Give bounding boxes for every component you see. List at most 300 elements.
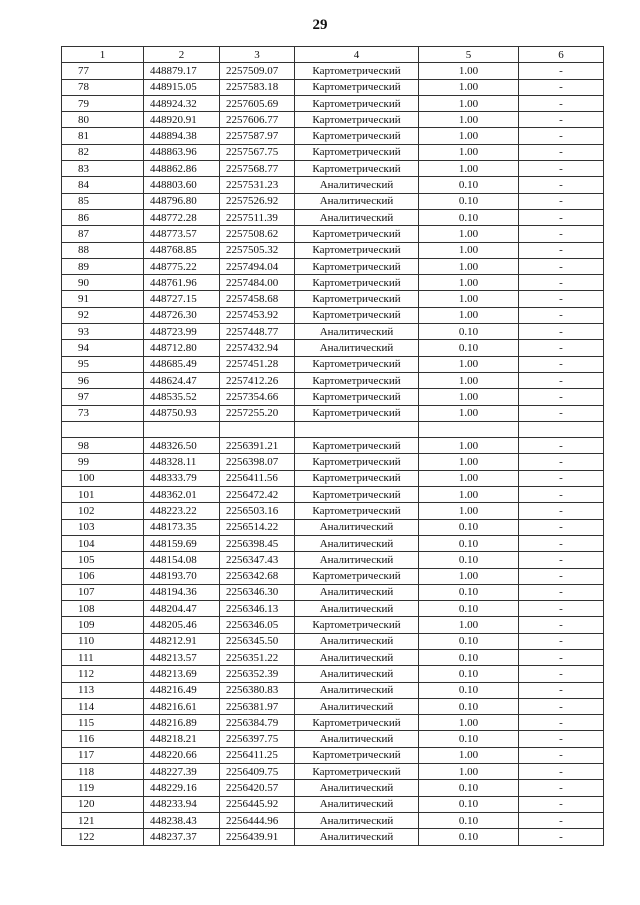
method-cell: Аналитический [295, 682, 419, 698]
accuracy-cell: 1.00 [419, 405, 519, 421]
method-cell: Аналитический [295, 584, 419, 600]
table-row [62, 747, 604, 763]
y-coordinate-cell: 2256411.25 [220, 747, 295, 763]
method-cell: Картометрический [295, 79, 419, 95]
x-coordinate-cell: 448624.47 [144, 372, 220, 388]
y-coordinate-cell: 2257432.94 [220, 340, 295, 356]
point-number-cell: 120 [62, 796, 144, 812]
x-coordinate-cell: 448803.60 [144, 177, 220, 193]
note-cell [519, 421, 604, 437]
point-number-cell: 91 [62, 291, 144, 307]
point-number-cell: 110 [62, 633, 144, 649]
method-cell: Аналитический [295, 177, 419, 193]
note-cell: - [519, 242, 604, 258]
accuracy-cell [419, 421, 519, 437]
accuracy-cell: 1.00 [419, 79, 519, 95]
table-row [62, 829, 604, 845]
note-cell: - [519, 356, 604, 372]
y-coordinate-cell: 2256397.75 [220, 731, 295, 747]
method-cell: Картометрический [295, 112, 419, 128]
y-coordinate-cell: 2256347.43 [220, 552, 295, 568]
point-number-cell: 78 [62, 79, 144, 95]
x-coordinate-cell: 448194.36 [144, 584, 220, 600]
method-cell: Картометрический [295, 438, 419, 454]
note-cell: - [519, 698, 604, 714]
point-number-cell: 122 [62, 829, 144, 845]
method-cell: Аналитический [295, 796, 419, 812]
note-cell: - [519, 584, 604, 600]
method-cell: Картометрический [295, 470, 419, 486]
y-coordinate-cell: 2256346.30 [220, 584, 295, 600]
table-body [62, 63, 604, 845]
table-row [62, 144, 604, 160]
accuracy-cell: 0.10 [419, 812, 519, 828]
method-cell: Картометрический [295, 161, 419, 177]
point-number-cell: 94 [62, 340, 144, 356]
point-number-cell: 81 [62, 128, 144, 144]
coordinates-table [61, 46, 604, 846]
accuracy-cell: 0.10 [419, 340, 519, 356]
method-cell: Картометрический [295, 226, 419, 242]
x-coordinate-cell: 448894.38 [144, 128, 220, 144]
table-row [62, 324, 604, 340]
accuracy-cell: 1.00 [419, 144, 519, 160]
x-coordinate-cell: 448216.61 [144, 698, 220, 714]
accuracy-cell: 1.00 [419, 568, 519, 584]
table-row [62, 95, 604, 111]
note-cell: - [519, 405, 604, 421]
note-cell: - [519, 389, 604, 405]
table-row [62, 649, 604, 665]
table-row [62, 340, 604, 356]
note-cell: - [519, 796, 604, 812]
x-coordinate-cell: 448220.66 [144, 747, 220, 763]
table-row [62, 487, 604, 503]
table-row [62, 617, 604, 633]
accuracy-cell: 0.10 [419, 698, 519, 714]
point-number-cell: 99 [62, 454, 144, 470]
method-cell: Аналитический [295, 193, 419, 209]
point-number-cell: 77 [62, 63, 144, 79]
method-cell: Картометрический [295, 307, 419, 323]
point-number-cell: 80 [62, 112, 144, 128]
method-cell: Аналитический [295, 519, 419, 535]
y-coordinate-cell: 2256445.92 [220, 796, 295, 812]
x-coordinate-cell: 448796.80 [144, 193, 220, 209]
y-coordinate-cell: 2256398.45 [220, 535, 295, 551]
accuracy-cell: 0.10 [419, 193, 519, 209]
x-coordinate-cell: 448205.46 [144, 617, 220, 633]
point-number-cell: 82 [62, 144, 144, 160]
method-cell: Картометрический [295, 405, 419, 421]
table-row [62, 258, 604, 274]
x-coordinate-cell: 448723.99 [144, 324, 220, 340]
table-row [62, 372, 604, 388]
y-coordinate-cell: 2257458.68 [220, 291, 295, 307]
note-cell: - [519, 715, 604, 731]
y-coordinate-cell: 2257354.66 [220, 389, 295, 405]
column-header-4: 4 [295, 47, 419, 63]
note-cell: - [519, 307, 604, 323]
point-number-cell: 107 [62, 584, 144, 600]
y-coordinate-cell: 2256439.91 [220, 829, 295, 845]
accuracy-cell: 0.10 [419, 601, 519, 617]
column-header-2: 2 [144, 47, 220, 63]
table-row [62, 519, 604, 535]
point-number-cell: 84 [62, 177, 144, 193]
accuracy-cell: 0.10 [419, 649, 519, 665]
accuracy-cell: 0.10 [419, 731, 519, 747]
y-coordinate-cell: 2256342.68 [220, 568, 295, 584]
y-coordinate-cell: 2256472.42 [220, 487, 295, 503]
x-coordinate-cell: 448915.05 [144, 79, 220, 95]
accuracy-cell: 1.00 [419, 242, 519, 258]
accuracy-cell: 0.10 [419, 666, 519, 682]
x-coordinate-cell: 448862.86 [144, 161, 220, 177]
y-coordinate-cell: 2256420.57 [220, 780, 295, 796]
point-number-cell: 104 [62, 535, 144, 551]
method-cell: Картометрический [295, 258, 419, 274]
accuracy-cell: 1.00 [419, 63, 519, 79]
table-row [62, 535, 604, 551]
x-coordinate-cell: 448218.21 [144, 731, 220, 747]
table-row [62, 584, 604, 600]
note-cell: - [519, 324, 604, 340]
point-number-cell: 112 [62, 666, 144, 682]
table-row [62, 698, 604, 714]
y-coordinate-cell: 2257494.04 [220, 258, 295, 274]
accuracy-cell: 0.10 [419, 633, 519, 649]
method-cell: Картометрический [295, 63, 419, 79]
table-row [62, 470, 604, 486]
accuracy-cell: 1.00 [419, 128, 519, 144]
method-cell: Аналитический [295, 829, 419, 845]
note-cell: - [519, 209, 604, 225]
y-coordinate-cell: 2256380.83 [220, 682, 295, 698]
method-cell: Аналитический [295, 633, 419, 649]
table-row [62, 63, 604, 79]
page-number: 29 [312, 17, 328, 33]
x-coordinate-cell: 448535.52 [144, 389, 220, 405]
x-coordinate-cell: 448154.08 [144, 552, 220, 568]
accuracy-cell: 0.10 [419, 780, 519, 796]
method-cell: Картометрический [295, 487, 419, 503]
point-number-cell: 96 [62, 372, 144, 388]
x-coordinate-cell: 448237.37 [144, 829, 220, 845]
x-coordinate-cell: 448863.96 [144, 144, 220, 160]
y-coordinate-cell: 2256346.05 [220, 617, 295, 633]
note-cell: - [519, 633, 604, 649]
y-coordinate-cell: 2256345.50 [220, 633, 295, 649]
point-number-cell: 118 [62, 764, 144, 780]
y-coordinate-cell: 2257255.20 [220, 405, 295, 421]
note-cell: - [519, 568, 604, 584]
note-cell: - [519, 95, 604, 111]
table-row [62, 503, 604, 519]
y-coordinate-cell: 2256503.16 [220, 503, 295, 519]
table-row [62, 421, 604, 437]
note-cell: - [519, 438, 604, 454]
y-coordinate-cell: 2256514.22 [220, 519, 295, 535]
table-row [62, 193, 604, 209]
table-header-row [62, 47, 604, 63]
column-header-6: 6 [519, 47, 604, 63]
table-row [62, 161, 604, 177]
point-number-cell: 92 [62, 307, 144, 323]
accuracy-cell: 1.00 [419, 161, 519, 177]
table-row [62, 715, 604, 731]
point-number-cell: 73 [62, 405, 144, 421]
note-cell: - [519, 519, 604, 535]
point-number-cell: 117 [62, 747, 144, 763]
y-coordinate-cell: 2256444.96 [220, 812, 295, 828]
table-row [62, 177, 604, 193]
y-coordinate-cell: 2256381.97 [220, 698, 295, 714]
note-cell: - [519, 535, 604, 551]
method-cell: Аналитический [295, 780, 419, 796]
x-coordinate-cell: 448712.80 [144, 340, 220, 356]
point-number-cell: 111 [62, 649, 144, 665]
y-coordinate-cell: 2257412.26 [220, 372, 295, 388]
y-coordinate-cell: 2257567.75 [220, 144, 295, 160]
y-coordinate-cell: 2257505.32 [220, 242, 295, 258]
table-row [62, 307, 604, 323]
table-row [62, 275, 604, 291]
method-cell: Картометрический [295, 503, 419, 519]
accuracy-cell: 0.10 [419, 584, 519, 600]
accuracy-cell: 0.10 [419, 324, 519, 340]
point-number-cell: 100 [62, 470, 144, 486]
note-cell: - [519, 193, 604, 209]
point-number-cell: 79 [62, 95, 144, 111]
y-coordinate-cell: 2257508.62 [220, 226, 295, 242]
method-cell: Картометрический [295, 389, 419, 405]
x-coordinate-cell: 448772.28 [144, 209, 220, 225]
method-cell: Аналитический [295, 812, 419, 828]
accuracy-cell: 1.00 [419, 389, 519, 405]
accuracy-cell: 1.00 [419, 291, 519, 307]
column-header-1: 1 [62, 47, 144, 63]
method-cell: Аналитический [295, 552, 419, 568]
y-coordinate-cell: 2257568.77 [220, 161, 295, 177]
method-cell: Картометрический [295, 568, 419, 584]
accuracy-cell: 0.10 [419, 796, 519, 812]
y-coordinate-cell: 2256411.56 [220, 470, 295, 486]
x-coordinate-cell: 448216.89 [144, 715, 220, 731]
x-coordinate-cell: 448685.49 [144, 356, 220, 372]
accuracy-cell: 0.10 [419, 209, 519, 225]
point-number-cell: 87 [62, 226, 144, 242]
x-coordinate-cell [144, 421, 220, 437]
note-cell: - [519, 161, 604, 177]
accuracy-cell: 1.00 [419, 372, 519, 388]
point-number-cell: 115 [62, 715, 144, 731]
method-cell: Картометрический [295, 617, 419, 633]
accuracy-cell: 0.10 [419, 829, 519, 845]
point-number-cell [62, 421, 144, 437]
accuracy-cell: 1.00 [419, 258, 519, 274]
x-coordinate-cell: 448924.32 [144, 95, 220, 111]
method-cell: Аналитический [295, 666, 419, 682]
point-number-cell: 108 [62, 601, 144, 617]
method-cell: Аналитический [295, 324, 419, 340]
y-coordinate-cell: 2256391.21 [220, 438, 295, 454]
accuracy-cell: 1.00 [419, 438, 519, 454]
x-coordinate-cell: 448920.91 [144, 112, 220, 128]
method-cell [295, 421, 419, 437]
note-cell: - [519, 666, 604, 682]
note-cell: - [519, 487, 604, 503]
y-coordinate-cell: 2256351.22 [220, 649, 295, 665]
x-coordinate-cell: 448362.01 [144, 487, 220, 503]
note-cell: - [519, 617, 604, 633]
note-cell: - [519, 340, 604, 356]
method-cell: Картометрический [295, 715, 419, 731]
table-row [62, 764, 604, 780]
accuracy-cell: 1.00 [419, 454, 519, 470]
x-coordinate-cell: 448229.16 [144, 780, 220, 796]
table-row [62, 438, 604, 454]
point-number-cell: 88 [62, 242, 144, 258]
x-coordinate-cell: 448328.11 [144, 454, 220, 470]
point-number-cell: 114 [62, 698, 144, 714]
accuracy-cell: 1.00 [419, 715, 519, 731]
table-row [62, 226, 604, 242]
point-number-cell: 116 [62, 731, 144, 747]
method-cell: Картометрический [295, 144, 419, 160]
accuracy-cell: 0.10 [419, 177, 519, 193]
note-cell: - [519, 812, 604, 828]
y-coordinate-cell: 2256409.75 [220, 764, 295, 780]
note-cell: - [519, 226, 604, 242]
note-cell: - [519, 829, 604, 845]
x-coordinate-cell: 448333.79 [144, 470, 220, 486]
accuracy-cell: 0.10 [419, 535, 519, 551]
note-cell: - [519, 601, 604, 617]
point-number-cell: 102 [62, 503, 144, 519]
x-coordinate-cell: 448773.57 [144, 226, 220, 242]
x-coordinate-cell: 448223.22 [144, 503, 220, 519]
method-cell: Картометрический [295, 275, 419, 291]
point-number-cell: 97 [62, 389, 144, 405]
note-cell: - [519, 503, 604, 519]
note-cell: - [519, 144, 604, 160]
point-number-cell: 85 [62, 193, 144, 209]
x-coordinate-cell: 448326.50 [144, 438, 220, 454]
point-number-cell: 106 [62, 568, 144, 584]
accuracy-cell: 1.00 [419, 226, 519, 242]
note-cell: - [519, 470, 604, 486]
note-cell: - [519, 731, 604, 747]
x-coordinate-cell: 448212.91 [144, 633, 220, 649]
accuracy-cell: 1.00 [419, 275, 519, 291]
note-cell: - [519, 258, 604, 274]
table-row [62, 79, 604, 95]
x-coordinate-cell: 448761.96 [144, 275, 220, 291]
point-number-cell: 105 [62, 552, 144, 568]
note-cell: - [519, 552, 604, 568]
y-coordinate-cell: 2257526.92 [220, 193, 295, 209]
point-number-cell: 101 [62, 487, 144, 503]
note-cell: - [519, 112, 604, 128]
x-coordinate-cell: 448213.57 [144, 649, 220, 665]
note-cell: - [519, 63, 604, 79]
accuracy-cell: 1.00 [419, 356, 519, 372]
accuracy-cell: 1.00 [419, 487, 519, 503]
y-coordinate-cell: 2256398.07 [220, 454, 295, 470]
y-coordinate-cell: 2257606.77 [220, 112, 295, 128]
table-row [62, 780, 604, 796]
method-cell: Картометрический [295, 95, 419, 111]
note-cell: - [519, 780, 604, 796]
method-cell: Картометрический [295, 372, 419, 388]
note-cell: - [519, 128, 604, 144]
method-cell: Аналитический [295, 535, 419, 551]
method-cell: Картометрический [295, 764, 419, 780]
y-coordinate-cell: 2257583.18 [220, 79, 295, 95]
x-coordinate-cell: 448727.15 [144, 291, 220, 307]
y-coordinate-cell: 2256384.79 [220, 715, 295, 731]
method-cell: Картометрический [295, 242, 419, 258]
point-number-cell: 90 [62, 275, 144, 291]
x-coordinate-cell: 448726.30 [144, 307, 220, 323]
accuracy-cell: 1.00 [419, 617, 519, 633]
column-header-5: 5 [419, 47, 519, 63]
method-cell: Аналитический [295, 340, 419, 356]
method-cell: Аналитический [295, 731, 419, 747]
note-cell: - [519, 454, 604, 470]
table-row [62, 601, 604, 617]
x-coordinate-cell: 448216.49 [144, 682, 220, 698]
accuracy-cell: 1.00 [419, 503, 519, 519]
table-row [62, 112, 604, 128]
point-number-cell: 109 [62, 617, 144, 633]
y-coordinate-cell: 2257511.39 [220, 209, 295, 225]
method-cell: Картометрический [295, 747, 419, 763]
point-number-cell: 86 [62, 209, 144, 225]
method-cell: Аналитический [295, 649, 419, 665]
y-coordinate-cell: 2257509.07 [220, 63, 295, 79]
y-coordinate-cell: 2257484.00 [220, 275, 295, 291]
table-row [62, 731, 604, 747]
table-row [62, 812, 604, 828]
x-coordinate-cell: 448193.70 [144, 568, 220, 584]
x-coordinate-cell: 448879.17 [144, 63, 220, 79]
y-coordinate-cell: 2256346.13 [220, 601, 295, 617]
x-coordinate-cell: 448750.93 [144, 405, 220, 421]
x-coordinate-cell: 448233.94 [144, 796, 220, 812]
point-number-cell: 103 [62, 519, 144, 535]
y-coordinate-cell: 2257453.92 [220, 307, 295, 323]
method-cell: Картометрический [295, 454, 419, 470]
accuracy-cell: 0.10 [419, 552, 519, 568]
point-number-cell: 121 [62, 812, 144, 828]
table-row [62, 796, 604, 812]
note-cell: - [519, 764, 604, 780]
table-row [62, 389, 604, 405]
x-coordinate-cell: 448768.85 [144, 242, 220, 258]
note-cell: - [519, 275, 604, 291]
method-cell: Аналитический [295, 698, 419, 714]
y-coordinate-cell: 2257448.77 [220, 324, 295, 340]
x-coordinate-cell: 448204.47 [144, 601, 220, 617]
point-number-cell: 89 [62, 258, 144, 274]
table-row [62, 209, 604, 225]
note-cell: - [519, 682, 604, 698]
x-coordinate-cell: 448238.43 [144, 812, 220, 828]
y-coordinate-cell [220, 421, 295, 437]
y-coordinate-cell: 2257587.97 [220, 128, 295, 144]
